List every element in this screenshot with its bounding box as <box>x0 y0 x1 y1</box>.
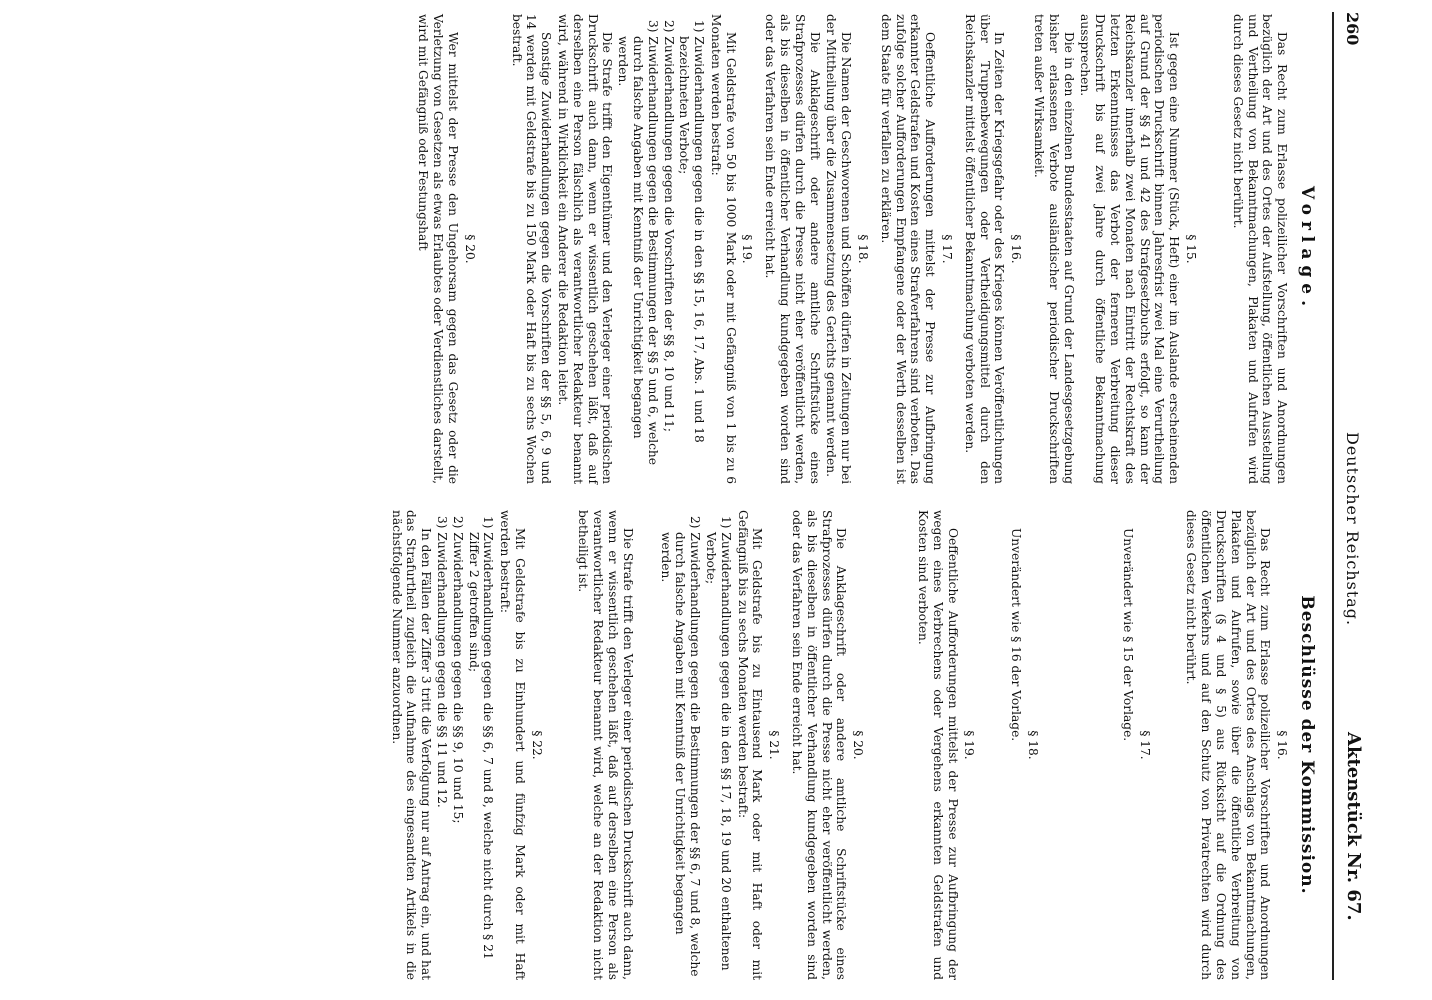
paragraph: Mit Geldstrafe bis zu Einhundert und fünfzig Mark oder mit Haft werden bestraft: <box>498 510 527 980</box>
page-header <box>1332 12 1364 980</box>
section-number: § 20. <box>851 730 866 760</box>
section-number: § 22. <box>529 730 544 760</box>
rotated-document <box>2 0 1382 1000</box>
section-number: § 21. <box>767 730 782 760</box>
section-number: § 16. <box>1009 234 1024 264</box>
paragraph: Das Recht zum Erlasse polizeilicher Vorschriften und Anordnungen bezüglich der Art und des Ortes der Aufstellung, öffentlichen Ausstellung und Vertheilung von Bekanntmachungen, Plakaten und Aufrufen wird durch dieses Gesetz nicht berührt. <box>1230 14 1290 484</box>
spacer <box>1206 14 1228 484</box>
document-reference: Aktenstück Nr. 67. <box>1343 732 1364 921</box>
list-item: 2) Zuwiderhandlungen gegen die §§ 9, 10 und 15; <box>450 516 465 824</box>
section-number: § 18. <box>856 234 871 264</box>
page-number: 260 <box>1343 12 1362 46</box>
section-number: § 20. <box>462 234 477 264</box>
list-item: 1) Zuwiderhandlungen gegen die in den §§ 17, 18, 19 und 20 enthaltenen Verbote; <box>704 516 733 971</box>
list-item: 2) Zuwiderhandlungen gegen die Bestimmungen der §§ 6, 7 und 8, welche durch falsche Angaben mit Kenntniß der Unrichtigkeit begangen werden. <box>658 516 703 977</box>
column-heading: Beschlüsse der Kommission. <box>1297 595 1317 895</box>
paragraph: In den Fällen der Ziffer 3 tritt die Verfolgung nur auf Antrag ein, und hat das Strafurtheil zugleich die Aufnahme des eingesandten Artikels in die nächstfolgende Nummer anzuordnen. <box>389 510 434 980</box>
list-item: 3) Zuwiderhandlungen gegen die §§ 11 und 12. <box>434 516 449 808</box>
list-item: 1) Zuwiderhandlungen gegen die in den §§ 15, 16, 17, Abs. 1 und 18 bezeichneten Verbote; <box>677 20 707 443</box>
list-item: 2) Zuwiderhandlungen gegen die Vorschriften der §§ 8, 10 und 11; <box>661 20 676 432</box>
paragraph: Die in den einzelnen Bundesstaaten auf Grund der Landesgesetzgebung bisher erlassenen Verbote ausländischer periodischer Druckschriften treten außer Wirksamkeit. <box>1032 14 1076 484</box>
paragraph: Die Strafe trifft den Verleger einer periodischen Druckschrift auch dann, wenn er wissentlich geschehen läßt, daß auf derselben eine Person als verantwortlicher Redakteur benannt wird, welche an der Redaktion nicht betheiligt ist. <box>576 510 635 980</box>
paragraph: Mit Geldstrafe von 50 bis 1000 Mark oder mit Gefängniß von 1 bis zu 6 Monaten werden bestraft: <box>708 14 738 484</box>
spacer <box>1048 510 1118 980</box>
spacer <box>1160 510 1182 980</box>
paragraph: Die Strafe trifft den Eigenthümer und den Verleger einer periodischen Druckschrift auch dann, wenn er wissentlich geschehen läßt, daß auf derselben eine Person fälschlich als verantwortlicher Redakteur benannt wird, während in Wirklichkeit ein Anderer die Redaktion leitet. <box>555 14 615 484</box>
digitization-note <box>1412 12 1432 992</box>
paragraph: Oeffentliche Aufforderungen mittelst der Presse zur Aufbringung der wegen eines Verbrechens oder Vergehens erkannten Geldstrafen und Kosten sind verboten. <box>916 510 960 980</box>
paragraph: Unverändert wie § 15 der Vorlage. <box>1120 528 1135 742</box>
section-number: § 17. <box>1137 730 1152 760</box>
paragraph: Ist gegen eine Nummer (Stück, Heft) einer im Auslande erscheinenden periodischen Druckschrift binnen Jahresfrist zwei Mal eine Verurtheilung auf Grund der §§ 41 und 42 des Strafgesetzbuchs erfolgt, so kann der Reichskanzler innerhalb zwei Monaten nach Eintritt der Rechtskraft des letzten Erkenntnisses das Verbot der ferneren Verbreitung dieser Druckschrift bis auf zwei Jahre durch öffentliche Bekanntmachung aussprechen. <box>1078 14 1182 484</box>
paragraph: Die Anklageschrift oder andere amtliche Schriftstücke eines Strafprozesses dürfen durch die Presse nicht eher veröffentlicht werden, als bis dieselben in öffentlicher Verhandlung kundgegeben worden sind oder das Verfahren sein Ende erreicht hat. <box>790 510 849 980</box>
spacer <box>635 510 657 980</box>
spacer <box>873 510 913 980</box>
spacer <box>984 510 1006 980</box>
paragraph: Wer mittelst der Presse den Ungehorsam gegen das Gesetz oder die Verletzung von Gesetzen als etwas Erlaubtes oder Verdienstliches darstellt, wird mit Gefängniß oder Festungshaft <box>416 14 460 484</box>
column-kommission <box>387 510 1320 980</box>
spacer <box>552 510 574 980</box>
section-number: § 15. <box>1184 234 1199 264</box>
paragraph: In Zeiten der Kriegsgefahr oder des Krieges können Veröffentlichungen über Truppenbewegungen oder Vertheidigungsmittel durch den Reichskanzler mittelst öffentlicher Bekanntmachung verboten werden. <box>962 14 1007 484</box>
spacer <box>485 14 507 484</box>
paragraph: Sonstige Zuwiderhandlungen gegen die Vorschriften der §§ 5, 6, 9 und 14 werden mit Geldstrafe bis zu 150 Mark oder Haft bis zu sechs Wochen bestraft. <box>509 14 554 484</box>
section-number: § 16. <box>1275 730 1290 760</box>
column-heading: Vorlage. <box>1297 185 1317 313</box>
paragraph: Die Namen der Geschworenen und Schöffen dürfen in Zeitungen nur bei der Mittheilung über die Zusammensetzung des Gerichts genannt werden. <box>824 14 854 484</box>
paragraph: Unverändert wie § 16 der Vorlage. <box>1009 528 1024 742</box>
paragraph: Das Recht zum Erlasse polizeilicher Vorschriften und Anordnungen bezüglich der Art und des Ortes des Anschlags von Bekanntmachungen, Plakaten und Aufrufen, sowie über die öffentliche Verbreitung von Druckschriften (§ 4 und § 5) aus Rücksicht auf die Ordnung des öffentlichen Verkehrs und auf den Schutz von Privatrechten wird durch dieses Gesetz nicht berührt. <box>1184 510 1273 980</box>
paragraph: Oeffentliche Aufforderungen mittelst der Presse zur Aufbringung erkannter Geldstrafen und Kosten eines Strafverfahrens sind verboten. Das zufolge solcher Aufforderungen Empfangene oder der Werth desselben ist dem Staate für verfallen zu erklären. <box>878 14 938 484</box>
column-vorlage <box>414 14 1320 484</box>
section-number: § 19. <box>962 730 977 760</box>
list-item: 1) Zuwiderhandlungen gegen die §§ 6, 7 und 8, welche nicht durch § 21 Ziffer 2 getroffen sind; <box>466 516 496 960</box>
section-number: § 18. <box>1026 730 1041 760</box>
list-item: 3) Zuwiderhandlungen gegen die Bestimmungen der §§ 5 und 6, welche durch falsche Angaben mit Kenntniß der Unrichtigkeit begangen werden. <box>616 20 660 465</box>
publication-title: Deutscher Reichstag. <box>1343 432 1362 627</box>
paragraph: Die Anklageschrift oder andere amtliche Schriftstücke eines Strafprozesses dürfen durch die Presse nicht eher veröffentlicht werden, als bis dieselben in öffentlicher Verhandlung kundgegeben worden sind oder das Verfahren sein Ende erreicht hat. <box>763 14 822 484</box>
section-number: § 19. <box>740 234 755 264</box>
paragraph: Mit Geldstrafe bis zu Eintausend Mark oder mit Haft oder mit Gefängniß bis zu sechs Monaten werden bestraft: <box>735 510 765 980</box>
section-number: § 17. <box>940 234 955 264</box>
